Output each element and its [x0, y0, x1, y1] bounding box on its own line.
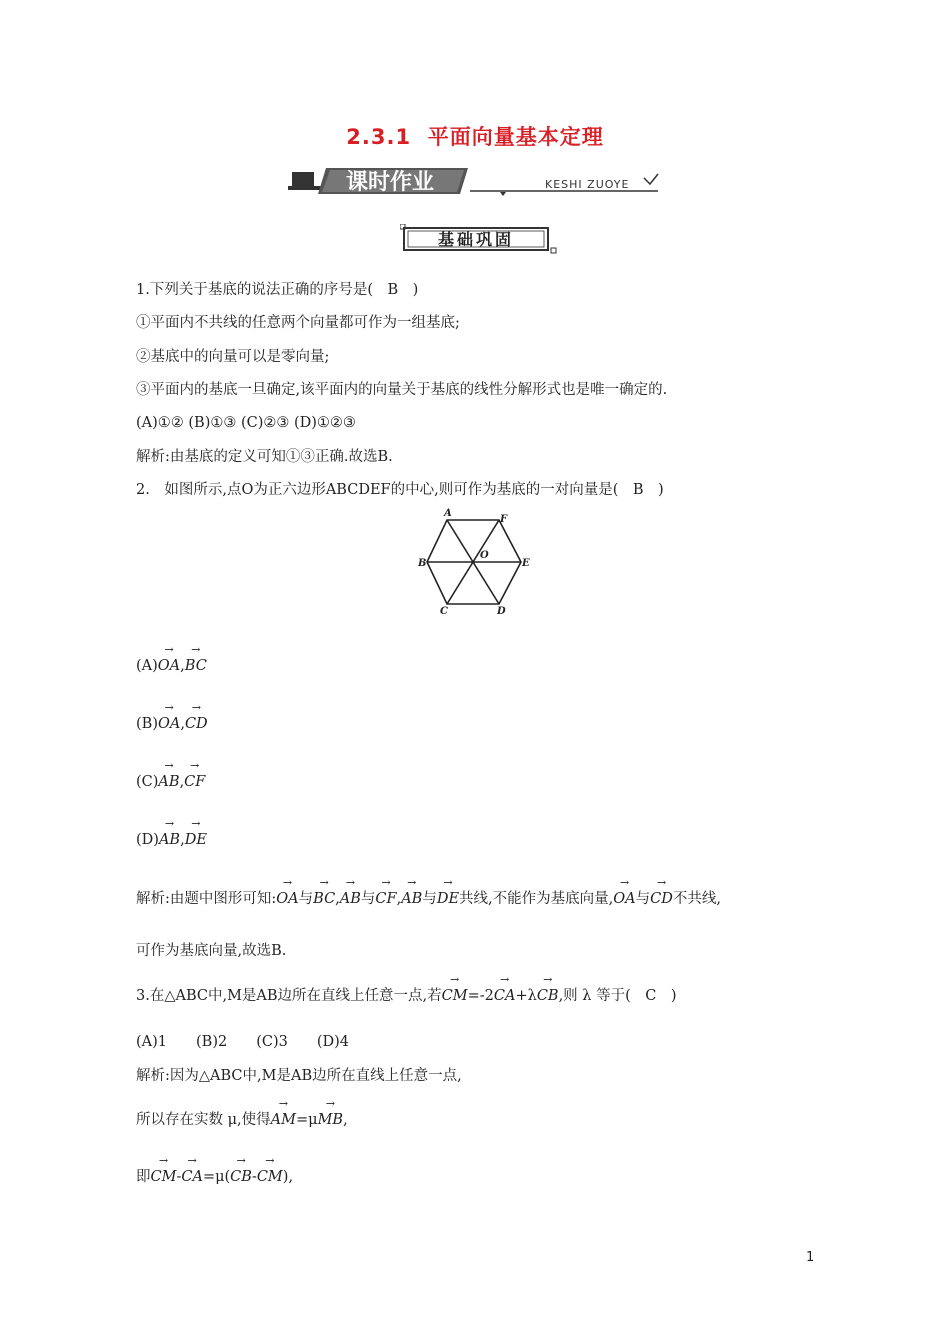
q1-stem: 1.下列关于基底的说法正确的序号是( B )	[136, 282, 419, 298]
option-prefix: (C)	[136, 774, 159, 790]
text: ,	[396, 891, 402, 907]
q2-option-b: (B)→ OA,→ CD	[136, 714, 208, 734]
q1-item-2: ②基底中的向量可以是零向量;	[136, 349, 330, 365]
label-a: A	[444, 508, 452, 519]
page-number: 1	[806, 1250, 815, 1265]
text: 3.在△ABC中,M是AB边所在直线上任意一点,若	[136, 988, 442, 1004]
homework-banner	[288, 164, 663, 198]
text: 解析:由题中图形可知:	[136, 891, 277, 907]
vector: → OA	[276, 889, 298, 909]
vector: → AB	[340, 889, 361, 909]
q3-analysis-line1: 解析:因为△ABC中,M是AB边所在直线上任意一点,	[136, 1068, 462, 1084]
vector: → MB	[318, 1110, 344, 1130]
text: =μ	[295, 1112, 318, 1128]
text: =μ(	[202, 1169, 231, 1185]
q1-item-3: ③平面内的基底一旦确定,该平面内的向量关于基底的线性分解形式也是唯一确定的.	[136, 382, 668, 398]
text: -	[176, 1169, 182, 1185]
q1-options: (A)①② (B)①③ (C)②③ (D)①②③	[136, 415, 356, 431]
vector: → CD	[185, 714, 208, 734]
text: ,则 λ 等于( C )	[558, 988, 677, 1004]
vector: → DE	[185, 830, 207, 850]
vector: → AB	[159, 830, 180, 850]
vector: → DE	[437, 889, 459, 909]
option-prefix: (A)	[136, 658, 158, 674]
label-f: F	[500, 514, 508, 525]
text: 即	[136, 1169, 151, 1185]
vector: → AB	[401, 889, 422, 909]
text: 共线,不能作为基底向量,	[459, 891, 614, 907]
vector: → CB	[537, 986, 559, 1006]
section-badge	[400, 224, 558, 254]
label-b: B	[418, 558, 427, 569]
vector: → AM	[271, 1110, 296, 1130]
vector: → CD	[650, 889, 673, 909]
vector: → CB	[230, 1167, 252, 1187]
vector: → CM	[151, 1167, 177, 1187]
text: +λ	[515, 988, 537, 1004]
banner-label: 课时作业	[345, 170, 435, 195]
q1-item-1: ①平面内不共线的任意两个向量都可作为一组基底;	[136, 315, 460, 331]
vector: → BC	[313, 889, 335, 909]
option-prefix: (B)	[136, 716, 158, 732]
text: 与	[635, 891, 651, 907]
q2-analysis-line1	[136, 889, 721, 909]
badge-label: 基础巩固	[437, 230, 515, 249]
vector: → CM	[257, 1167, 283, 1187]
vector: → CA	[181, 1167, 203, 1187]
label-d: D	[497, 606, 506, 617]
q3-stem	[136, 986, 677, 1006]
option-prefix: (D)	[136, 832, 159, 848]
vector: → CA	[494, 986, 516, 1006]
banner-subtitle: KESHI ZUOYE	[545, 178, 630, 191]
vector: → CF	[184, 772, 205, 792]
label-o: O	[480, 550, 489, 561]
hexagon-figure	[415, 502, 535, 620]
vector: → BC	[185, 656, 207, 676]
label-e: E	[522, 558, 530, 569]
q3-analysis-line3	[136, 1167, 293, 1187]
vector: → CF	[375, 889, 396, 909]
vector: → OA	[158, 656, 180, 676]
text: 所以存在实数 μ,使得	[136, 1112, 271, 1128]
q1-analysis: 解析:由基底的定义可知①③正确.故选B.	[136, 449, 393, 465]
page-title: 2.3.1 平面向量基本定理	[346, 125, 604, 149]
q3-analysis-line2	[136, 1110, 348, 1130]
text: ,	[343, 1112, 348, 1128]
text: ),	[282, 1169, 294, 1185]
vector: → AB	[158, 772, 179, 792]
q2-stem: 2. 如图所示,点O为正六边形ABCDEF的中心,则可作为基底的一对向量是( B )	[136, 482, 664, 498]
label-c: C	[440, 606, 448, 617]
q2-analysis-line2: 可作为基底向量,故选B.	[136, 943, 287, 959]
q2-option-d: (D)→ AB,→ DE	[136, 830, 207, 850]
text: =-2	[467, 988, 494, 1004]
text: 不共线,	[672, 891, 721, 907]
vector: → OA	[158, 714, 180, 734]
text: 与	[422, 891, 437, 907]
q2-option-a: (A)→ OA,→ BC	[136, 656, 207, 676]
vector: → OA	[613, 889, 635, 909]
text: 与	[360, 891, 376, 907]
vector: → CM	[442, 986, 468, 1006]
text: 与	[298, 891, 314, 907]
text: ,	[335, 891, 340, 907]
q2-option-c: (C)→ AB,→ CF	[136, 772, 205, 792]
q3-options: (A)1 (B)2 (C)3 (D)4	[136, 1034, 350, 1050]
text: -	[251, 1169, 257, 1185]
